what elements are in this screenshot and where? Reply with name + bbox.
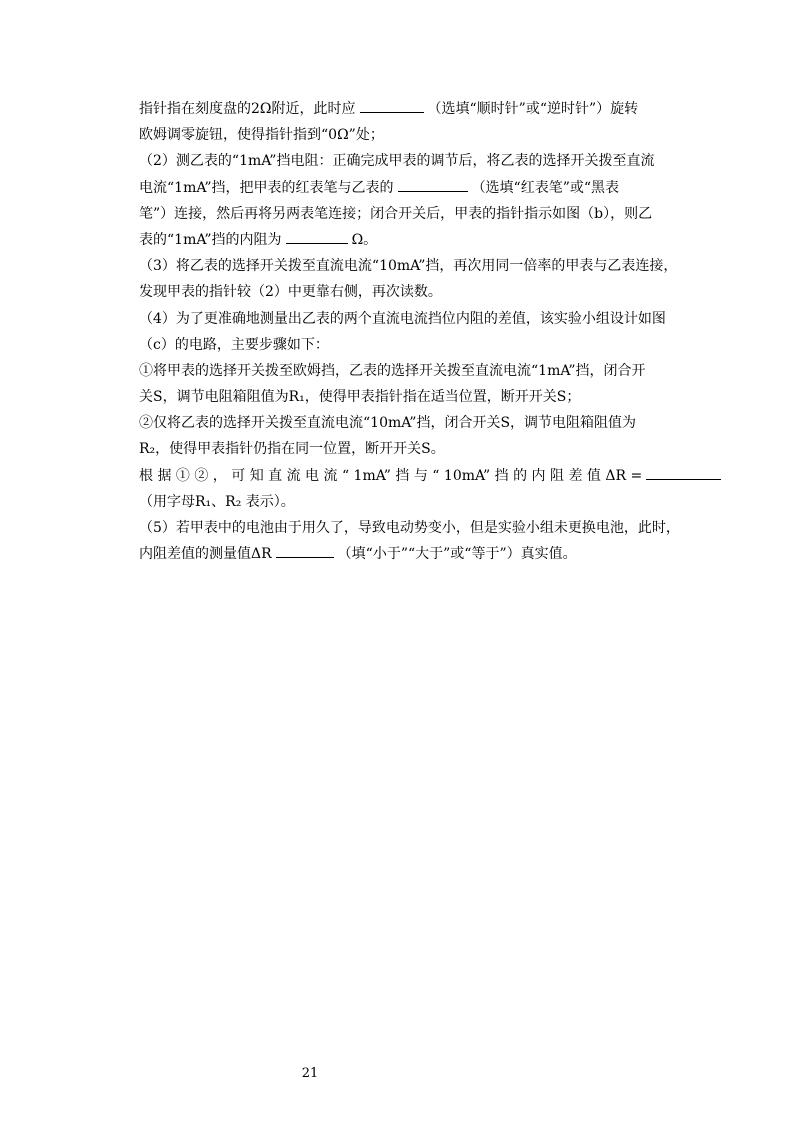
answer-blank [276,542,334,558]
text-segment: 笔”）连接，然后再将另两表笔连接；闭合开关后，甲表的指针指示如图（b），则乙 [139,205,653,222]
text-segment: 电流“1mA”挡，把甲表的红表笔与乙表的 [139,179,394,196]
text-line [139,489,742,515]
text-segment: 指针指在刻度盘的2Ω附近，此时应 [139,101,356,117]
text-line [139,463,742,489]
text-line [139,410,742,436]
text-line [139,175,742,201]
text-segment: 表的“1mA”挡的内阻为 [139,231,282,248]
text-segment: ②仅将乙表的选择开关拨至直流电流“10mA”挡，闭合开关S，调节电阻箱阻值为 [139,415,637,432]
text-segment: R₂，使得甲表指针仍指在同一位置，断开开关S。 [139,441,445,458]
text-line [139,436,742,462]
text-segment: （选填“顺时针”或“逆时针”）旋转 [427,101,639,117]
text-line [139,515,742,541]
text-segment: 根 据 ① ② ， 可 知 直 流 电 流 “ 1mA” 挡 与 “ 10mA” 挡 的 内 阻 差 值 ΔR = [139,467,643,484]
text-line [139,306,742,332]
text-line [139,122,742,148]
text-segment: （c）的电路，主要步骤如下： [139,336,329,353]
text-line [139,148,742,174]
text-segment: （2）测乙表的“1mA”挡电阻：正确完成甲表的调节后，将乙表的选择开关拨至直流 [139,153,655,170]
answer-blank [398,176,468,192]
text-line [139,358,742,384]
text-segment: 内阻差值的测量值ΔR [139,546,272,563]
answer-blank [286,228,348,244]
text-segment: 关S，调节电阻箱阻值为R₁，使得甲表指针指在适当位置，断开开关S； [139,389,581,406]
text-line [139,201,742,227]
text-segment: Ω。 [351,231,378,248]
text-segment: 发现甲表的指针较（2）中更靠右侧，再次读数。 [139,284,442,301]
text-segment: （3）将乙表的选择开关拨至直流电流“10mA”挡，再次用同一倍率的甲表与乙表连接， [139,258,678,275]
answer-blank [360,97,424,113]
text-segment: （填“小于”“大于”或“等于”）真实值。 [337,546,577,563]
text-segment: （4）为了更准确地测量出乙表的两个直流电流挡位内阻的差值，该实验小组设计如图 [139,310,666,327]
text-line [139,253,742,279]
answer-blank [646,464,721,480]
text-segment: 欧姆调零旋钮，使得指针指到“0Ω”处； [139,127,384,144]
text-line [139,541,742,567]
text-line [139,96,742,122]
text-line [139,384,742,410]
question-text [139,96,742,567]
text-line [139,332,742,358]
text-segment: （5）若甲表中的电池由于用久了，导致电动势变小，但是实验小组未更换电池，此时， [139,520,680,536]
text-segment: （用字母R₁、R₂ 表示）。 [139,493,295,510]
text-segment: ①将甲表的选择开关拨至欧姆挡，乙表的选择开关拨至直流电流“1mA”挡，闭合开 [139,362,646,379]
text-segment: （选填“红表笔”或“黑表 [471,179,620,196]
text-line [139,279,742,305]
page-number: 21 [301,1066,319,1081]
text-line [139,227,742,253]
